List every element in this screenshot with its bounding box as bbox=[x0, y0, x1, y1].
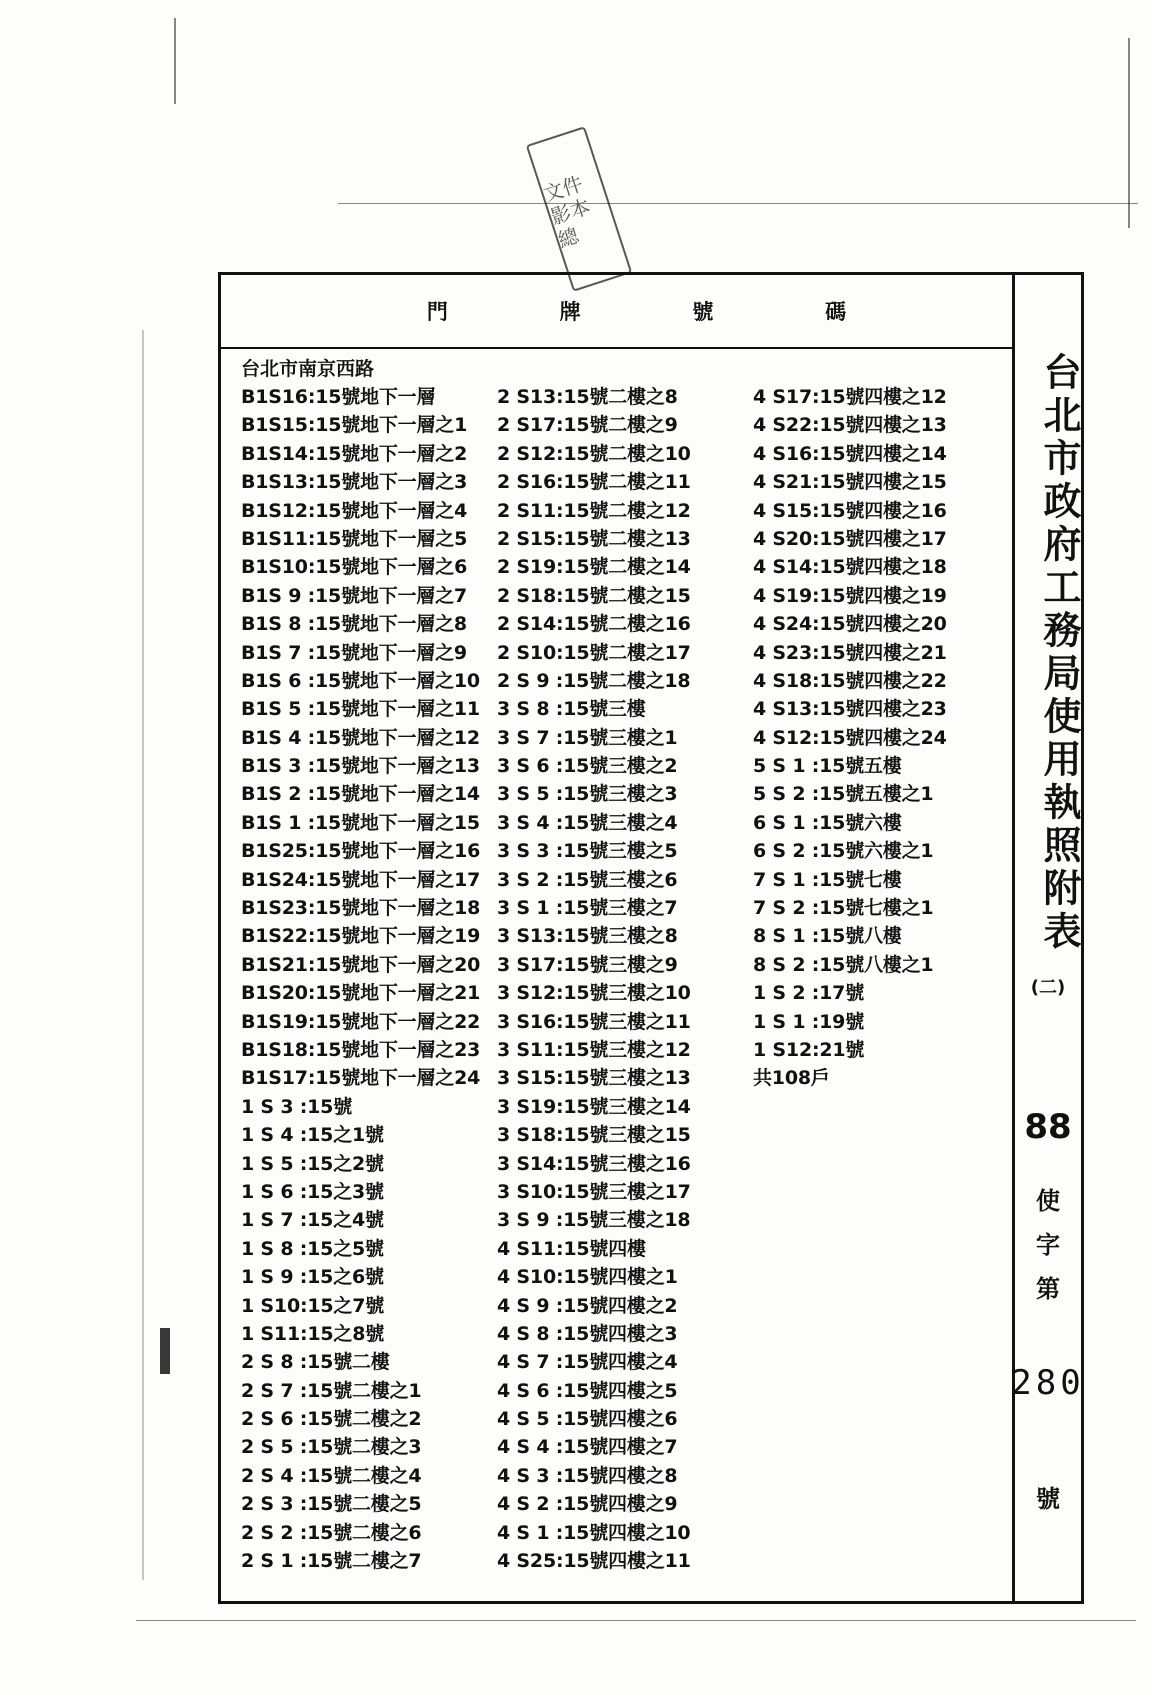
address-entry: B1S10:15號地下一層之6 bbox=[241, 556, 468, 579]
license-label: 使 bbox=[1036, 1186, 1060, 1215]
address-entry: 4 S15:15號四樓之16 bbox=[753, 499, 947, 522]
address-entry: 3 S 5 :15號三樓之3 bbox=[497, 783, 678, 806]
address-entry: 2 S13:15號二樓之8 bbox=[497, 386, 678, 408]
address-entry: 3 S 4 :15號三樓之4 bbox=[497, 811, 678, 834]
address-entry: 2 S18:15號二樓之15 bbox=[497, 584, 691, 607]
address-entry: 3 S 2 :15號三樓之6 bbox=[497, 868, 678, 891]
address-entry: 4 S11:15號四樓 bbox=[497, 1237, 646, 1260]
address-entry: 5 S 2 :15號五樓之1 bbox=[753, 783, 934, 806]
address-entry: 4 S14:15號四樓之18 bbox=[753, 556, 947, 579]
address-entry: 4 S 1 :15號四樓之10 bbox=[497, 1521, 691, 1544]
address-entry: 4 S23:15號四樓之21 bbox=[753, 641, 947, 664]
address-entry: 2 S 5 :15號二樓之3 bbox=[241, 1436, 422, 1459]
address-entry: B1S13:15號地下一層之3 bbox=[241, 471, 468, 494]
address-entry: B1S14:15號地下一層之2 bbox=[241, 442, 468, 465]
address-entry: 1 S 6 :15之3號 bbox=[241, 1180, 384, 1203]
document-title: 台北市政府工務局使用執照附表 bbox=[1037, 352, 1082, 954]
header-label: 號 bbox=[692, 299, 714, 324]
address-entry: 3 S16:15號三樓之11 bbox=[497, 1010, 691, 1033]
scan-mark bbox=[160, 1328, 170, 1374]
address-entry: 1 S 3 :15號 bbox=[241, 1095, 353, 1118]
address-entry: 2 S10:15號二樓之17 bbox=[497, 641, 691, 664]
address-entry: 4 S21:15號四樓之15 bbox=[753, 471, 947, 494]
document-subtitle: (二) bbox=[1030, 977, 1066, 998]
address-entry: 2 S 7 :15號二樓之1 bbox=[241, 1379, 422, 1402]
address-column-2 bbox=[497, 383, 691, 1575]
address-entry: B1S11:15號地下一層之5 bbox=[241, 527, 468, 550]
address-entry: 1 S 9 :15之6號 bbox=[241, 1266, 384, 1289]
address-entry: 3 S 8 :15號三樓 bbox=[497, 698, 646, 721]
address-entry: B1S 9 :15號地下一層之7 bbox=[241, 584, 467, 607]
address-entry: 2 S 9 :15號二樓之18 bbox=[497, 669, 691, 692]
address-entry: 3 S 1 :15號三樓之7 bbox=[497, 897, 678, 920]
stamp-text: 文件影本 總 bbox=[540, 171, 594, 253]
address-entry: 4 S 9 :15號四樓之2 bbox=[497, 1294, 678, 1317]
address-entry: B1S16:15號地下一層 bbox=[241, 386, 436, 408]
address-entry: 3 S 7 :15號三樓之1 bbox=[497, 726, 678, 749]
scan-mark bbox=[1128, 38, 1130, 228]
scan-mark bbox=[142, 330, 144, 1580]
address-entry: 4 S 2 :15號四樓之9 bbox=[497, 1493, 678, 1516]
address-entry: 4 S10:15號四樓之1 bbox=[497, 1266, 678, 1289]
address-entry: B1S 6 :15號地下一層之10 bbox=[241, 669, 480, 692]
address-entry: 4 S 7 :15號四樓之4 bbox=[497, 1351, 678, 1374]
address-entry: 5 S 1 :15號五樓 bbox=[753, 755, 902, 778]
address-entry: 4 S25:15號四樓之11 bbox=[497, 1550, 691, 1573]
license-year: 88 bbox=[1024, 1107, 1072, 1147]
address-entry: 8 S 2 :15號八樓之1 bbox=[753, 953, 934, 976]
address-entry: 1 S10:15之7號 bbox=[241, 1294, 385, 1317]
street-name: 台北市南京西路 bbox=[241, 358, 375, 380]
address-entry: 4 S22:15號四樓之13 bbox=[753, 414, 947, 437]
address-entry: B1S23:15號地下一層之18 bbox=[241, 897, 481, 920]
address-entry: 4 S13:15號四樓之23 bbox=[753, 698, 947, 721]
address-entry: 2 S 3 :15號二樓之5 bbox=[241, 1493, 422, 1516]
address-entry: 2 S 2 :15號二樓之6 bbox=[241, 1521, 422, 1544]
address-entry: 2 S12:15號二樓之10 bbox=[497, 442, 691, 465]
address-entry: 2 S16:15號二樓之11 bbox=[497, 471, 691, 494]
address-entry: 8 S 1 :15號八樓 bbox=[753, 925, 902, 948]
address-entry: B1S19:15號地下一層之22 bbox=[241, 1010, 481, 1033]
address-entry: 1 S 1 :19號 bbox=[753, 1010, 865, 1033]
address-entry: 4 S20:15號四樓之17 bbox=[753, 527, 947, 550]
address-entry: 1 S 4 :15之1號 bbox=[241, 1124, 384, 1147]
address-entry: 2 S17:15號二樓之9 bbox=[497, 414, 678, 437]
address-entry: B1S 7 :15號地下一層之9 bbox=[241, 641, 467, 664]
address-entry: 3 S18:15號三樓之15 bbox=[497, 1124, 691, 1147]
address-entry: 3 S11:15號三樓之12 bbox=[497, 1038, 691, 1061]
address-entry: 4 S16:15號四樓之14 bbox=[753, 442, 947, 465]
address-entry: 3 S 3 :15號三樓之5 bbox=[497, 840, 678, 863]
document-frame bbox=[218, 272, 1084, 1604]
address-entry: B1S18:15號地下一層之23 bbox=[241, 1038, 481, 1061]
address-entry: 2 S 1 :15號二樓之7 bbox=[241, 1550, 422, 1573]
address-entry: 3 S 9 :15號三樓之18 bbox=[497, 1209, 691, 1232]
address-entry: B1S24:15號地下一層之17 bbox=[241, 868, 481, 891]
address-entry: 3 S14:15號三樓之16 bbox=[497, 1152, 691, 1175]
address-entry: 2 S 8 :15號二樓 bbox=[241, 1351, 390, 1374]
address-entry: 4 S 6 :15號四樓之5 bbox=[497, 1379, 678, 1402]
address-entry: 6 S 2 :15號六樓之1 bbox=[753, 840, 934, 863]
address-entry: B1S 5 :15號地下一層之11 bbox=[241, 698, 480, 721]
header-label: 牌 bbox=[559, 299, 581, 324]
address-entry: 4 S 3 :15號四樓之8 bbox=[497, 1464, 678, 1487]
address-entry: B1S 3 :15號地下一層之13 bbox=[241, 755, 480, 778]
address-entry: 3 S13:15號三樓之8 bbox=[497, 925, 678, 948]
address-entry: 4 S 5 :15號四樓之6 bbox=[497, 1408, 678, 1431]
address-entry: B1S25:15號地下一層之16 bbox=[241, 840, 481, 863]
scan-mark bbox=[174, 18, 176, 104]
address-entry: 共108戶 bbox=[753, 1067, 830, 1090]
address-entry: B1S 4 :15號地下一層之12 bbox=[241, 726, 480, 749]
address-entry: 2 S15:15號二樓之13 bbox=[497, 527, 691, 550]
side-panel bbox=[1011, 275, 1085, 1601]
license-label: 號 bbox=[1036, 1484, 1060, 1513]
address-entry: 4 S12:15號四樓之24 bbox=[753, 726, 947, 749]
address-entry: B1S17:15號地下一層之24 bbox=[241, 1067, 481, 1090]
address-entry: B1S 8 :15號地下一層之8 bbox=[241, 613, 467, 636]
table-header bbox=[221, 275, 1012, 349]
scan-mark bbox=[338, 203, 1138, 204]
address-entry: 4 S19:15號四樓之19 bbox=[753, 584, 947, 607]
address-table bbox=[221, 275, 1015, 1601]
address-entry: B1S21:15號地下一層之20 bbox=[241, 953, 481, 976]
address-entry: 3 S12:15號三樓之10 bbox=[497, 982, 691, 1005]
address-entry: 6 S 1 :15號六樓 bbox=[753, 811, 902, 834]
address-entry: 4 S24:15號四樓之20 bbox=[753, 613, 947, 636]
stamp-seal bbox=[526, 126, 633, 292]
address-entry: 7 S 1 :15號七樓 bbox=[753, 868, 902, 891]
address-entry: 2 S 6 :15號二樓之2 bbox=[241, 1408, 422, 1431]
address-entry: 4 S17:15號四樓之12 bbox=[753, 386, 947, 408]
address-column-1 bbox=[241, 383, 480, 1575]
address-entry: B1S12:15號地下一層之4 bbox=[241, 499, 468, 522]
address-column-3 bbox=[753, 383, 947, 1093]
address-entry: 4 S 4 :15號四樓之7 bbox=[497, 1436, 678, 1459]
address-entry: B1S22:15號地下一層之19 bbox=[241, 925, 481, 948]
scan-mark bbox=[136, 1620, 1136, 1621]
address-entry: 3 S19:15號三樓之14 bbox=[497, 1095, 691, 1118]
address-entry: 7 S 2 :15號七樓之1 bbox=[753, 897, 934, 920]
license-serial: 280 bbox=[1011, 1363, 1085, 1403]
address-entry: 1 S 2 :17號 bbox=[753, 982, 865, 1005]
address-entry: 1 S11:15之8號 bbox=[241, 1322, 385, 1345]
address-entry: 2 S11:15號二樓之12 bbox=[497, 499, 691, 522]
address-entry: 1 S12:21號 bbox=[753, 1038, 865, 1061]
address-entry: 4 S 8 :15號四樓之3 bbox=[497, 1322, 678, 1345]
address-entry: 3 S17:15號三樓之9 bbox=[497, 953, 678, 976]
address-entry: 3 S10:15號三樓之17 bbox=[497, 1180, 691, 1203]
address-entry: B1S20:15號地下一層之21 bbox=[241, 982, 481, 1005]
address-entry: 2 S19:15號二樓之14 bbox=[497, 556, 691, 579]
address-entry: 1 S 5 :15之2號 bbox=[241, 1152, 384, 1175]
address-entry: 3 S 6 :15號三樓之2 bbox=[497, 755, 678, 778]
address-entry: 2 S 4 :15號二樓之4 bbox=[241, 1464, 422, 1487]
address-entry: 1 S 7 :15之4號 bbox=[241, 1209, 384, 1232]
address-entry: 3 S15:15號三樓之13 bbox=[497, 1067, 691, 1090]
address-entry: B1S 1 :15號地下一層之15 bbox=[241, 811, 480, 834]
address-entry: 4 S18:15號四樓之22 bbox=[753, 669, 947, 692]
address-entry: B1S15:15號地下一層之1 bbox=[241, 414, 468, 437]
address-entry: 1 S 8 :15之5號 bbox=[241, 1237, 384, 1260]
header-label: 門 bbox=[426, 299, 448, 324]
address-entry: B1S 2 :15號地下一層之14 bbox=[241, 783, 480, 806]
header-label: 碼 bbox=[825, 299, 847, 324]
license-label: 第 bbox=[1036, 1274, 1060, 1303]
address-entry: 2 S14:15號二樓之16 bbox=[497, 613, 691, 636]
license-label: 字 bbox=[1036, 1230, 1060, 1259]
